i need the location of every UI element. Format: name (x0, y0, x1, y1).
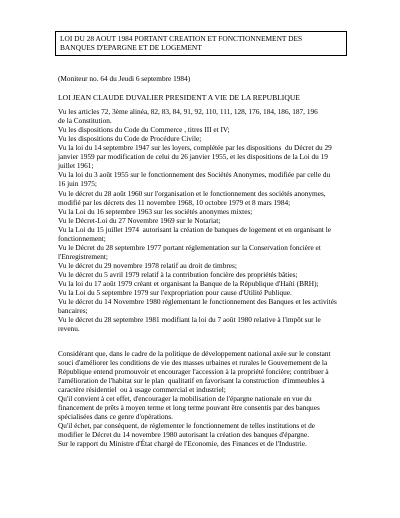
vu-line: Vu la loi du 17 août 1979 créant et organisant la Banque de la République d'Haïti (BRH); (58, 279, 319, 288)
considerant-line: Considérant que, dans le cadre de la politique de développement national axée sur le constant (58, 349, 331, 358)
vu-line: Vu les dispositions du Code du Commerce , titres III et IV; (58, 125, 230, 134)
vu-line: Vu les dispositions du Code de Procédure Civile; (58, 134, 202, 143)
title-line-2: BANQUES D'EPARGNE ET DE LOGEMENT (60, 43, 202, 53)
vu-line: l'Enregistrement; (58, 252, 108, 261)
vu-line: revenu. (58, 324, 80, 333)
considerant-line: Sur le rapport du Ministre d'État chargé de l'Economie, des Finances et de l'Industrie. (58, 439, 307, 448)
vu-line: Vu la Loi du 15 juillet 1974 autorisant la création de banques de logement et en organisant le (58, 225, 331, 234)
vu-line: Vu le Décret-Loi du 27 Novembre 1969 sur le Notariat; (58, 216, 221, 225)
vu-line: modifié par les décrets des 11 novembre 1968, 10 octobre 1979 et 8 mars 1984; (58, 198, 291, 207)
president-heading: LOI JEAN CLAUDE DUVALIER PRESIDENT A VIE DE LA REPUBLIQUE (58, 93, 300, 102)
considerant-line: modifier le Décret du 14 novembre 1980 autorisant la création des banques d'épargne. (58, 430, 310, 439)
considerant-line: caractère résidentiel ou à usage commercial et industriel; (58, 385, 226, 394)
vu-line: fonctionnement; (58, 234, 106, 243)
considerant-line: Qu'il échet, par conséquent, de réglementer le fonctionnement de telles institutions et de (58, 421, 316, 430)
vu-line: Vu le décret du 28 septembre 1981 modifiant la loi du 7 août 1980 relative à l'impôt sur le (58, 315, 321, 324)
considerant-line: souci d'améliorer les conditions de vie des masses urbaines et rurales le Gouvernement de la (58, 358, 328, 367)
vu-line: de la Constitution. (58, 116, 112, 125)
vu-line: Vu les articles 72, 3ème alinéa, 82, 83, 84, 91, 92, 110, 111, 128, 176, 184, 186, 187, 196 (58, 107, 318, 116)
considerant-line: République entend promouvoir et encourager l'accession à la propriété foncière; contribuer à (58, 367, 329, 376)
moniteur-reference: (Moniteur no. 64 du Jeudi 6 septembre 1984) (58, 74, 191, 83)
vu-line: Vu le décret du 29 novembre 1978 relatif au droit de timbres; (58, 261, 237, 270)
vu-line: Vu la loi du 3 août 1955 sur le fonctionnement des Sociétés Anonymes, modifiée par celle du (58, 170, 331, 179)
vu-line: Vu la Loi du 5 septembre 1979 sur l'expropriation pour cause d'Utilité Publique. (58, 288, 292, 297)
vu-line: janvier 1959 par modification de celui du 26 janvier 1955, et les dispositions de la Loi du 19 (58, 152, 328, 161)
vu-line: 16 juin 1975; (58, 179, 97, 188)
vu-line: bancaires; (58, 306, 88, 315)
title-line-1: LOI DU 28 AOUT 1984 PORTANT CREATION ET FONCTIONNEMENT DES (60, 34, 303, 43)
vu-line: Vu le décret du 5 avril 1979 relatif à la contribution foncière des propriétés bâties; (58, 270, 298, 279)
vu-line: Vu le décret du 14 Novembre 1980 réglementant le fonctionnement des Banques et les activités (58, 297, 337, 306)
vu-line: Vu le décret du 28 août 1960 sur l'organisation et le fonctionnement des sociétés anonymes, (58, 189, 326, 198)
vu-line: Vu la Loi du 16 septembre 1963 sur les sociétés anonymes mixtes; (58, 207, 253, 216)
considerant-line: Qu'il convient à cet effet, d'encourager la mobilisation de l'épargne nationale en vue du (58, 394, 312, 403)
considerant-line: l'amélioration de l'habitat sur le plan qualitatif en favorisant la construction d'immeubles à (58, 376, 325, 385)
vu-line: Vu la loi du 14 septembre 1947 sur les loyers, complétée par les dispositions du Décret du 29 (58, 143, 332, 152)
vu-line: Vu le Décret du 28 septembre 1977 portant réglementation sur la Conservation foncière et (58, 243, 321, 252)
considerant-line: spécialisées dans ce genre d'opérations. (58, 412, 173, 421)
title-box (55, 31, 347, 56)
considerant-line: financement de prêts à moyen terme et long terme pouvant être consentis par des banques (58, 403, 320, 412)
vu-line: juillet 1961; (58, 161, 94, 170)
